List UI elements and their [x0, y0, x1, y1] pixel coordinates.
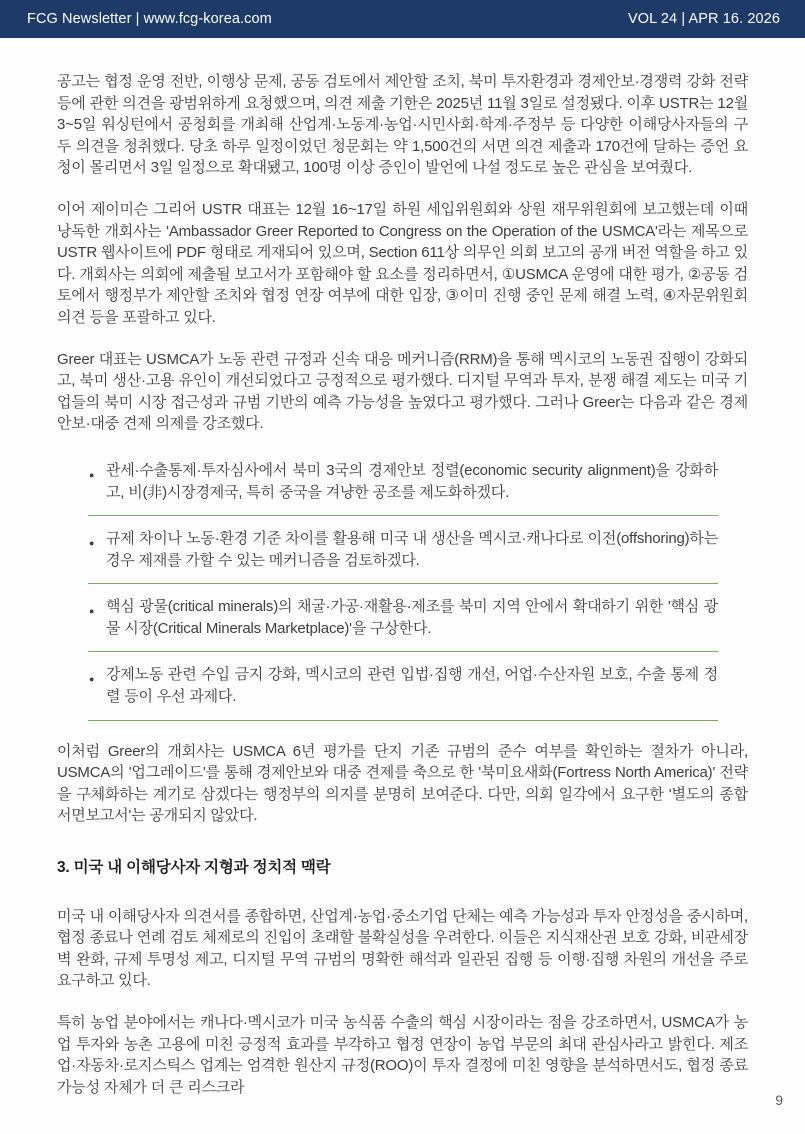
list-item — [88, 528, 718, 584]
bullet-icon: ● — [89, 538, 95, 549]
list-item — [88, 596, 718, 652]
list-item — [88, 460, 718, 516]
bullet-text: 관세·수출통제·투자심사에서 북미 3국의 경제안보 정렬(economic security alignment)을 강화하고, 비(非)시장경제국, 특히 중국을 겨냥한 공조를 제도화하겠다. — [106, 461, 718, 501]
newsletter-title: FCG Newsletter | www.fcg-korea.com — [27, 11, 272, 27]
paragraph-stakeholder-opinions: 미국 내 이해당사자 의견서를 종합하면, 산업계·농업·중소기업 단체는 예측 가능성과 투자 안정성을 중시하며, 협정 종료나 연례 검토 체제로의 진입이 초래할 불확실성을 우려한다. 이들은 지식재산권 보호 강화, 비관세장벽 완화, 규제 투명성 제고, 디지털 무역 규범의 명확한 해석과 일관된 집행 등 이행·집행 차원의 개선을 주로 요구하고 있다. — [57, 907, 748, 990]
bullet-text: 규제 차이나 노동·환경 기준 차이를 활용해 미국 내 생산을 멕시코·캐나다로 이전(offshoring)하는 경우 제재를 가할 수 있는 메커니즘을 검토하겠다. — [106, 530, 718, 569]
bullet-icon: ● — [89, 606, 95, 617]
bullet-icon: ● — [89, 469, 95, 480]
paragraph-greer-assessment: Greer 대표는 USMCA가 노동 관련 규정과 신속 대응 메커니즘(RRM)을 통해 멕시코의 노동권 집행이 강화되고, 북미 생산·고용 유인이 개선되었다고 긍정적으로 평가했다. 디지털 무역과 투자, 분쟁 해결 제도는 미국 기업들의 북미 시장 접근성과 규범 기반의 예측 가능성을 높였다고 평가했다. 그러나 Greer는 다음과 같은 경제안보·대중 견제 의제를 강조했다. — [57, 350, 748, 433]
bullet-icon: ● — [89, 674, 95, 685]
page-content — [0, 38, 805, 1098]
paragraph-notice-summary: 공고는 협정 운영 전반, 이행상 문제, 공동 검토에서 제안할 조치, 북미 투자환경과 경제안보·경쟁력 강화 전략 등에 관한 의견을 광범위하게 요청했으며, 의견 제출 기한은 2025년 11월 3일로 설정됐다. 이후 USTR는 12월 3~5일 워싱턴에서 공청회를 개최해 산업계·노동계·농업·시민사회·학계·주정부 등 다양한 이해당사자들의 구두 의견을 청취했다. 당초 하루 일정이었던 청문회는 약 1,500건의 서면 의견 제출과 170건에 달하는 증언 요청이 몰리면서 3일 일정으로 확대됐고, 100명 이상 증인이 발언에 나설 정도로 높은 관심을 보여줬다. — [57, 73, 748, 177]
bullet-text: 핵심 광물(critical minerals)의 채굴·가공·재활용·제조를 북미 지역 안에서 확대하기 위한 '핵심 광물 시장(Critical Minerals Marketplace)'을 구상한다. — [106, 598, 718, 637]
bullet-text: 강제노동 관련 수입 금지 강화, 멕시코의 관련 입법·집행 개선, 어업·수산자원 보호, 수출 통제 정렬 등이 우선 과제다. — [106, 666, 718, 706]
newsletter-header-bar — [0, 0, 805, 38]
volume-date: VOL 24 | APR 16. 2026 — [627, 11, 780, 27]
list-item — [88, 664, 718, 720]
page-number: 9 — [775, 1092, 783, 1108]
paragraph-greer-report: 이어 제이미슨 그리어 USTR 대표는 12월 16~17일 하원 세입위원회와 상원 재무위원회에 보고했는데 이때 낭독한 개회사는 'Ambassador Greer Reported to Congress on the Operation of the USMCA'라는 제목으로 USTR 웹사이트에 PDF 형태로 게재되어 있으며, Section 611상 의무인 의회 보고의 공개 버전 역할을 하고 있다. 개회사는 의회에 제출될 보고서가 포함해야 할 요소를 정리하면서, ①USMCA 운영에 대한 평가, ②공동 검토에서 행정부가 제안할 조치와 협정 연장 여부에 대한 입장, ③이미 진행 중인 문제 해결 노력, ④자문위원회 의견 등을 포괄하고 있다. — [57, 200, 748, 326]
section-heading-stakeholders: 3. 미국 내 이해당사자 지형과 정치적 맥락 — [57, 859, 331, 877]
paragraph-agriculture-industry: 특히 농업 분야에서는 캐나다·멕시코가 미국 농식품 수출의 핵심 시장이라는 점을 강조하면서, USMCA가 농업 투자와 농촌 고용에 미친 긍정적 효과를 부각하고 협정 연장이 농업 부문의 최대 관심사라고 밝힌다. 제조업·자동차·로지스틱스 업계는 엄격한 원산지 규정(ROO)이 투자 결정에 미친 영향을 분석하면서도, 협정 종료 가능성 자체가 더 큰 리스크라 — [57, 1014, 748, 1096]
agenda-bullet-list — [88, 460, 718, 721]
paragraph-fortress-north-america: 이처럼 Greer의 개회사는 USMCA 6년 평가를 단지 기존 규범의 준수 여부를 확인하는 절차가 아니라, USMCA의 '업그레이드'를 통해 경제안보와 대중 견제를 축으로 한 '북미요새화(Fortress North America)' 전략을 구체화하는 계기로 삼겠다는 행정부의 의지를 분명히 보여준다. 다만, 의회 일각에서 요구한 '별도의 종합 서면보고서'는 공개되지 않았다. — [57, 742, 748, 825]
